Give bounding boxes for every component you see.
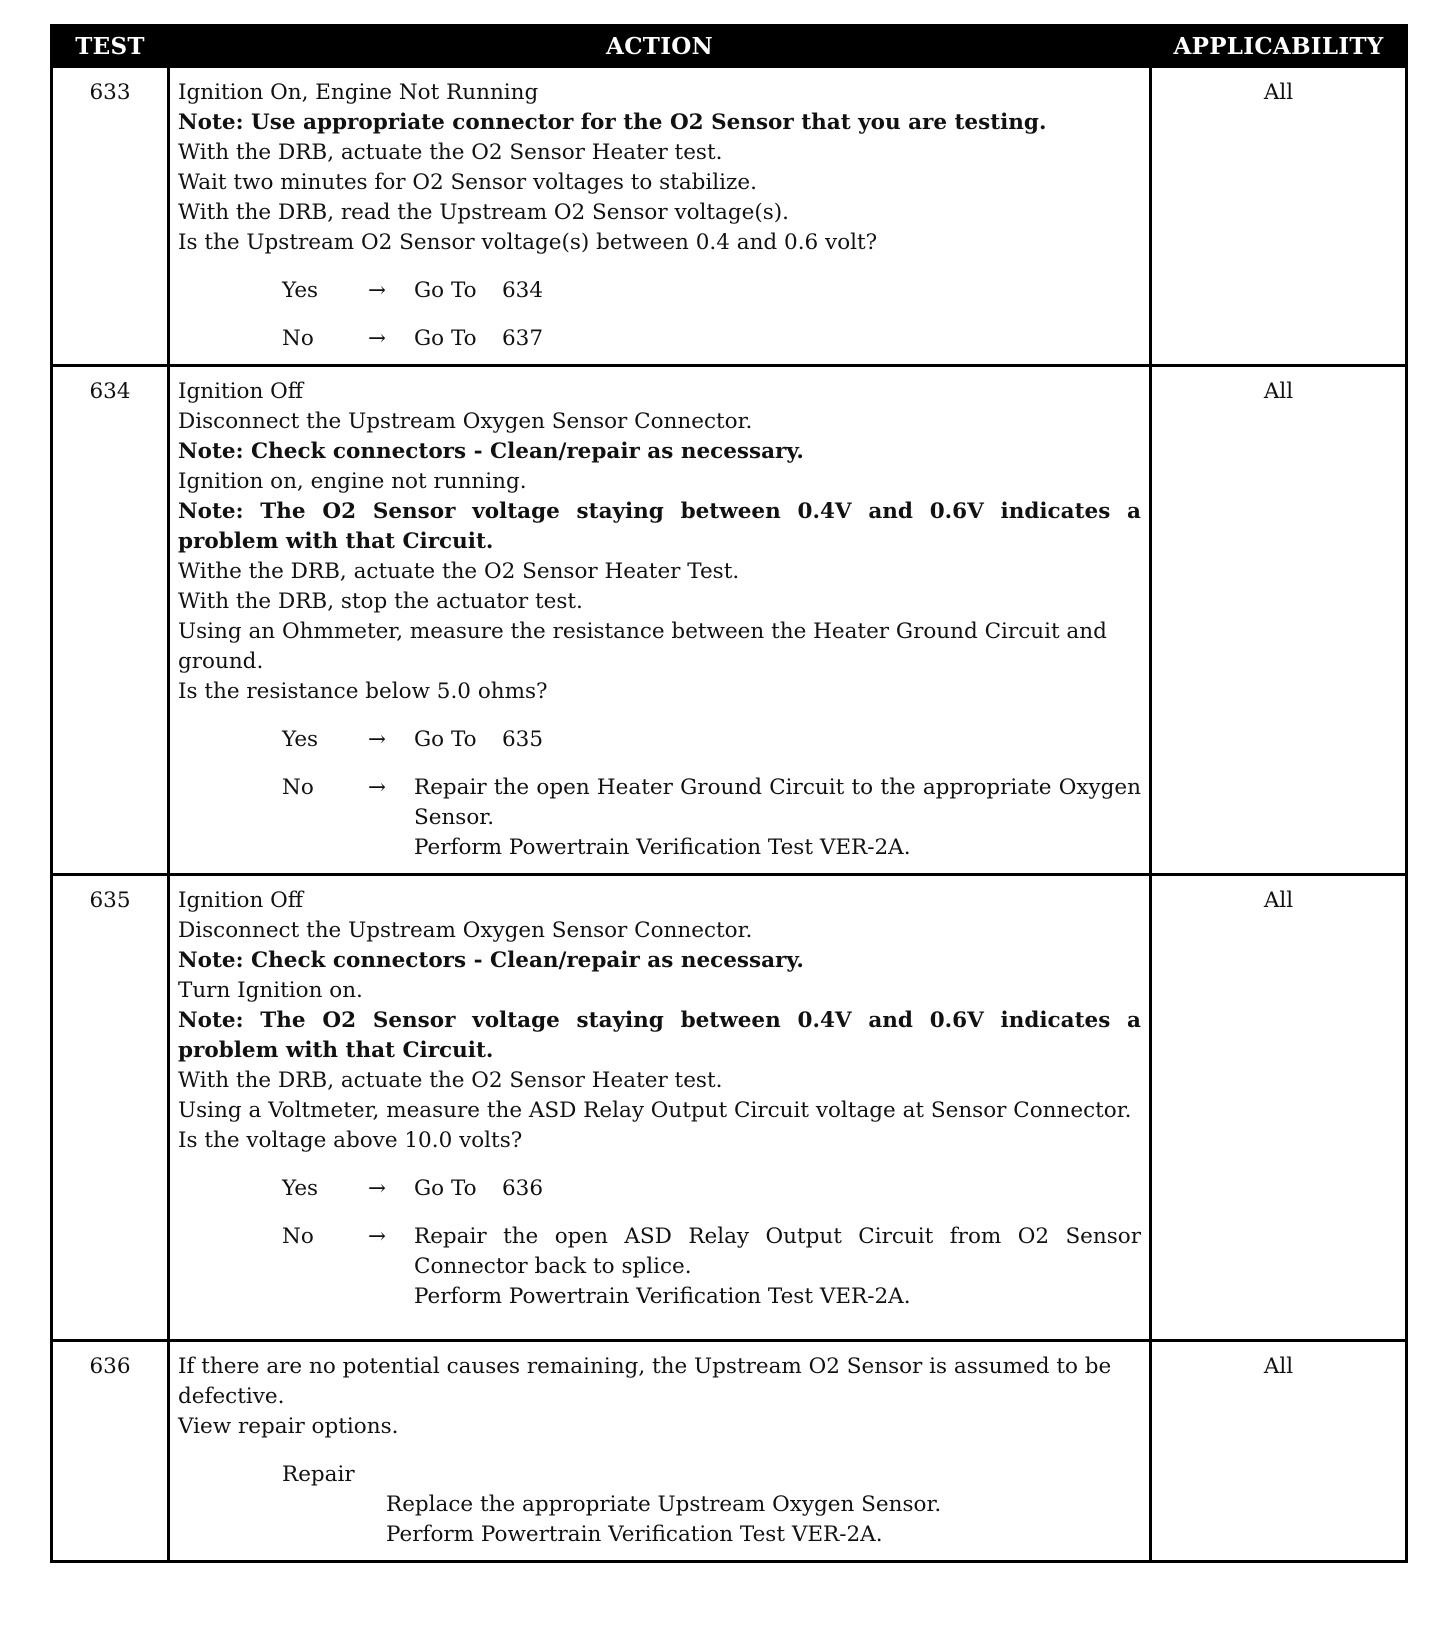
action-line: Wait two minutes for O2 Sensor voltages to stabilize. xyxy=(178,170,757,195)
yes-branch xyxy=(178,276,1141,306)
no-result xyxy=(414,324,1141,354)
goto-target: 635 xyxy=(502,727,544,752)
action-cell xyxy=(169,1341,1151,1562)
question-line: Is the resistance below 5.0 ohms? xyxy=(178,679,548,704)
repair-steps xyxy=(386,1490,1141,1550)
question-line: Is the voltage above 10.0 volts? xyxy=(178,1128,523,1153)
arrow-icon: → xyxy=(367,727,386,752)
procedure-page xyxy=(50,24,1405,1563)
no-branch xyxy=(178,1222,1141,1312)
repair-step: Replace the appropriate Upstream Oxygen Sensor. xyxy=(386,1492,942,1517)
action-cell xyxy=(169,67,1151,366)
action-line: Ignition on, engine not running. xyxy=(178,469,527,494)
action-line: With the DRB, stop the actuator test. xyxy=(178,589,583,614)
action-line: With the DRB, actuate the O2 Sensor Heater test. xyxy=(178,140,723,165)
no-result xyxy=(414,1222,1141,1312)
no-result xyxy=(414,773,1141,863)
repair-step: Perform Powertrain Verification Test VER-2A. xyxy=(386,1522,883,1547)
action-line: View repair options. xyxy=(178,1414,399,1439)
test-number: 633 xyxy=(52,67,169,366)
action-line: Disconnect the Upstream Oxygen Sensor Connector. xyxy=(178,918,753,943)
yes-branch xyxy=(178,1174,1141,1204)
no-label: No xyxy=(282,326,314,351)
diagnostic-test-table xyxy=(50,24,1408,1563)
no-branch xyxy=(178,324,1141,354)
goto-label: Go To xyxy=(414,278,477,303)
goto-target: 634 xyxy=(502,278,544,303)
note-line: Note: Check connectors - Clean/repair as necessary. xyxy=(178,948,804,973)
arrow-icon: → xyxy=(367,1224,386,1249)
note-line: Note: Use appropriate connector for the O2 Sensor that you are testing. xyxy=(178,110,1047,135)
yes-label: Yes xyxy=(282,1176,319,1201)
action-line: Using an Ohmmeter, measure the resistance between the Heater Ground Circuit and ground. xyxy=(178,619,1107,674)
header-action: ACTION xyxy=(169,26,1151,67)
action-line: If there are no potential causes remaining, the Upstream O2 Sensor is assumed to be defective. xyxy=(178,1354,1112,1409)
action-line: With the DRB, actuate the O2 Sensor Heater test. xyxy=(178,1068,723,1093)
test-number: 636 xyxy=(52,1341,169,1562)
note-line: Note: The O2 Sensor voltage staying between 0.4V and 0.6V indicates a problem with that Circuit. xyxy=(178,1008,1141,1063)
yes-label: Yes xyxy=(282,278,319,303)
no-label: No xyxy=(282,1224,314,1249)
test-number: 634 xyxy=(52,366,169,875)
table-row xyxy=(52,1341,1407,1562)
action-line: Turn Ignition on. xyxy=(178,978,363,1003)
table-row xyxy=(52,366,1407,875)
table-row xyxy=(52,875,1407,1341)
action-line: Ignition On, Engine Not Running xyxy=(178,80,539,105)
test-number: 635 xyxy=(52,875,169,1341)
yes-result xyxy=(414,725,1141,755)
note-line: Note: The O2 Sensor voltage staying between 0.4V and 0.6V indicates a problem with that Circuit. xyxy=(178,499,1141,554)
applicability-value: All xyxy=(1151,875,1407,1341)
goto-target: 636 xyxy=(502,1176,544,1201)
yes-label: Yes xyxy=(282,727,319,752)
arrow-icon: → xyxy=(367,326,386,351)
applicability-value: All xyxy=(1151,1341,1407,1562)
action-line: Ignition Off xyxy=(178,379,304,404)
applicability-value: All xyxy=(1151,67,1407,366)
action-line: Ignition Off xyxy=(178,888,304,913)
repair-instruction: Repair the open Heater Ground Circuit to the appropriate Oxygen Sensor. xyxy=(414,775,1141,830)
verification-instruction: Perform Powertrain Verification Test VER-2A. xyxy=(414,835,911,860)
action-line: Using a Voltmeter, measure the ASD Relay Output Circuit voltage at Sensor Connector. xyxy=(178,1098,1132,1123)
action-cell xyxy=(169,875,1151,1341)
no-branch xyxy=(178,773,1141,863)
yes-branch xyxy=(178,725,1141,755)
header-applicability: APPLICABILITY xyxy=(1151,26,1407,67)
action-line: Withe the DRB, actuate the O2 Sensor Heater Test. xyxy=(178,559,740,584)
question-line: Is the Upstream O2 Sensor voltage(s) between 0.4 and 0.6 volt? xyxy=(178,230,878,255)
repair-instruction: Repair the open ASD Relay Output Circuit from O2 Sensor Connector back to splice. xyxy=(414,1224,1141,1279)
header-test: TEST xyxy=(52,26,169,67)
goto-label: Go To xyxy=(414,1176,477,1201)
verification-instruction: Perform Powertrain Verification Test VER-2A. xyxy=(414,1284,911,1309)
yes-result xyxy=(414,1174,1141,1204)
arrow-icon: → xyxy=(367,1176,386,1201)
goto-target: 637 xyxy=(502,326,544,351)
repair-label: Repair xyxy=(282,1462,355,1487)
table-header-row xyxy=(52,26,1407,67)
note-line: Note: Check connectors - Clean/repair as necessary. xyxy=(178,439,804,464)
goto-label: Go To xyxy=(414,727,477,752)
applicability-value: All xyxy=(1151,366,1407,875)
arrow-icon: → xyxy=(367,278,386,303)
action-line: With the DRB, read the Upstream O2 Sensor voltage(s). xyxy=(178,200,789,225)
goto-label: Go To xyxy=(414,326,477,351)
yes-result xyxy=(414,276,1141,306)
no-label: No xyxy=(282,775,314,800)
arrow-icon: → xyxy=(367,775,386,800)
action-line: Disconnect the Upstream Oxygen Sensor Connector. xyxy=(178,409,753,434)
action-cell xyxy=(169,366,1151,875)
table-row xyxy=(52,67,1407,366)
